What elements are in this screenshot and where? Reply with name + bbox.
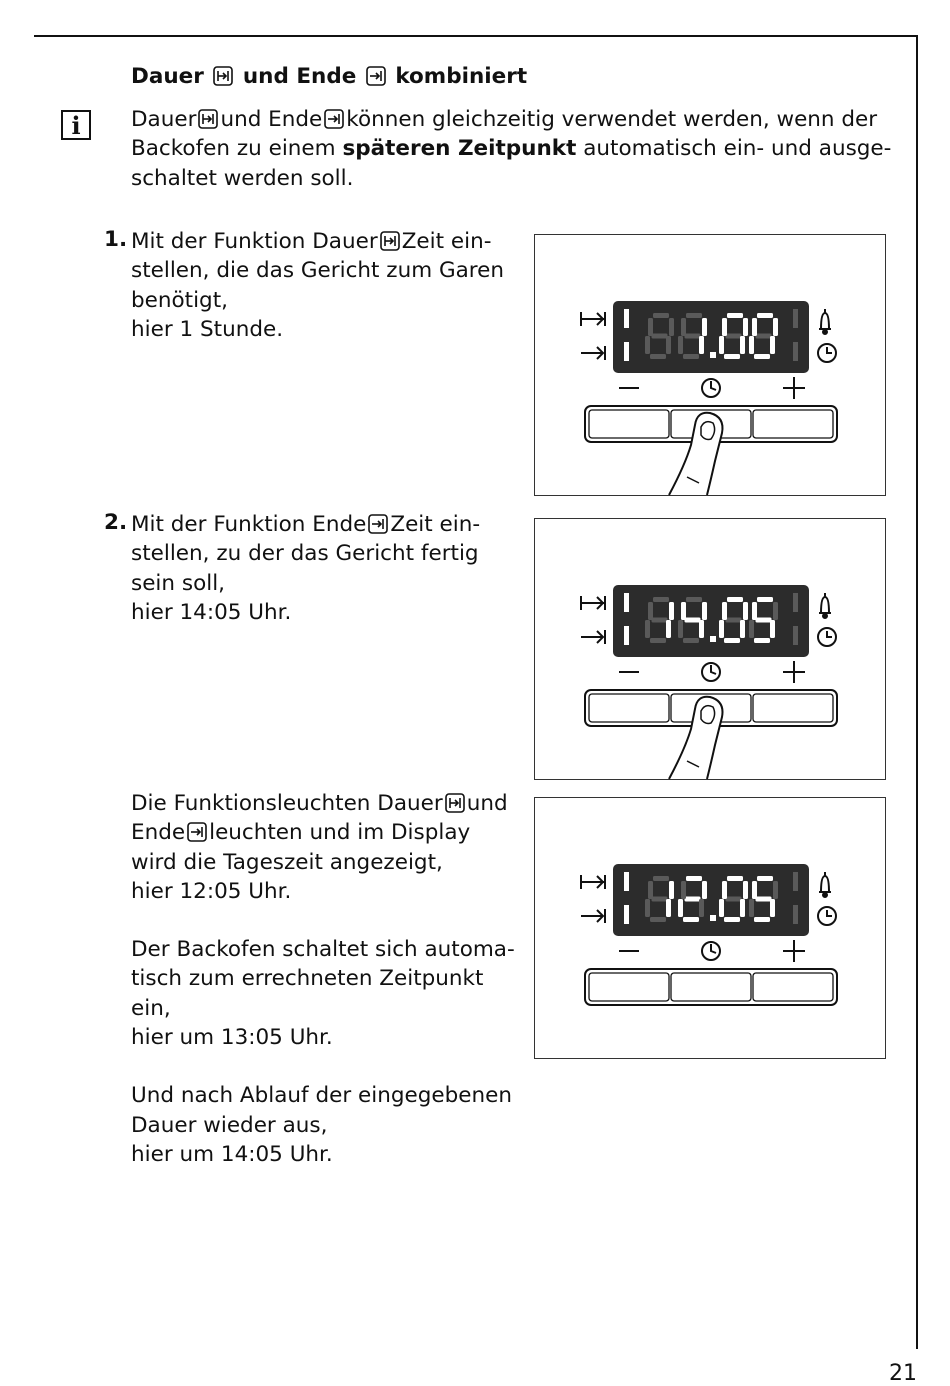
duration-icon <box>213 66 233 86</box>
info-icon: i <box>61 110 91 140</box>
page-number: 21 <box>889 1361 917 1386</box>
duration-icon <box>380 231 400 251</box>
step-number: 2. <box>104 510 128 535</box>
section-heading: Dauer und Ende kombiniert <box>131 64 528 89</box>
control-panel-illustration <box>534 797 886 1059</box>
end-icon <box>368 514 388 534</box>
duration-icon <box>445 793 465 813</box>
end-icon <box>324 109 344 129</box>
intro-paragraph: Dauer und Ende können gleichzeitig verwendet werden, wenn der Backofen zu einem späteren Zeitpunkt automatisch ein- und ausge-schaltet werden soll. <box>131 107 892 191</box>
end-icon <box>366 66 386 86</box>
duration-icon <box>198 109 218 129</box>
frame-right-rule <box>916 35 918 1349</box>
end-icon <box>187 822 207 842</box>
notes-text: Die Funktionsleuchten Dauer und Ende leuchten und im Display wird die Tageszeit angezeigt, hier 12:05 Uhr. Der Backofen schaltet sich automa- tisch zum errechneten Zeitpunkt ein, hier um 13:05 Uhr. Und nach Ablauf der eingegebenen Dauer wieder aus, hier um 14:05 Uhr. <box>131 791 515 1167</box>
step-number: 1. <box>104 227 128 252</box>
frame-top-rule <box>34 35 918 37</box>
step-2-text: Mit der Funktion Ende Zeit ein- stellen, zu der das Gericht fertig sein soll, hier 14:05 Uhr. <box>131 512 481 625</box>
step-1-text: Mit der Funktion Dauer Zeit ein- stellen, die das Gericht zum Garen benötigt, hier 1 Stunde. <box>131 229 505 342</box>
control-panel-illustration <box>534 234 886 496</box>
control-panel-illustration <box>534 518 886 780</box>
